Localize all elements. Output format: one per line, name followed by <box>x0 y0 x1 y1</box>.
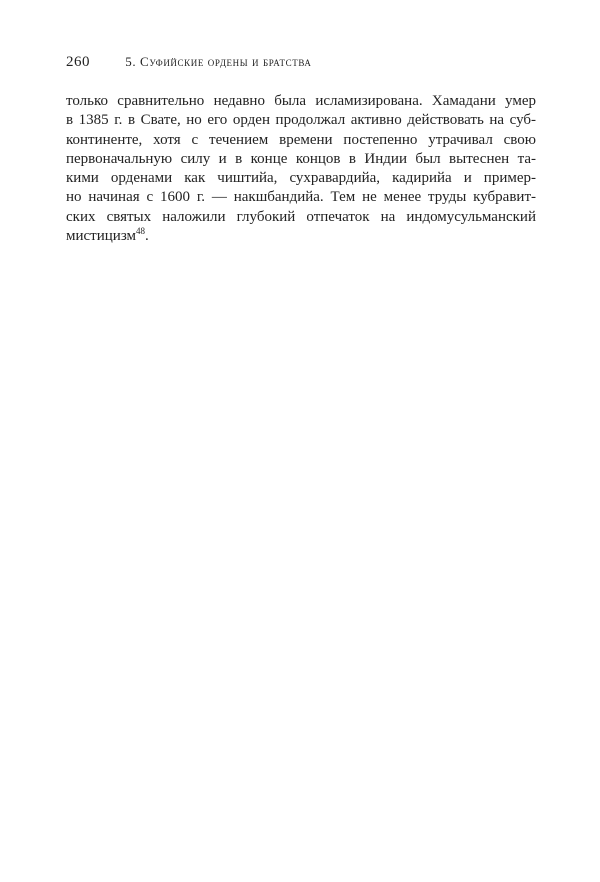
running-head <box>66 52 536 72</box>
text-line: кими орденами как чиштийа, сухравардийа, кадирийа и пример- <box>66 170 536 187</box>
text-line: только сравнительно недавно была исламизирована. Хамадани умер <box>66 93 536 109</box>
text-line: в 1385 г. в Свате, но его орден продолжал активно действовать на суб- <box>66 112 536 129</box>
chapter-title: 5. Суфийские ордены и братства <box>125 54 312 69</box>
footnote-reference[interactable]: 48 <box>136 226 146 237</box>
last-line-text: мистицизм <box>66 228 137 245</box>
text-line: ских святых наложили глубокий отпечаток на индомусульманский <box>66 208 536 225</box>
text-line: первоначальную силу и в конце концов в Индии был вытеснен та- <box>66 150 536 167</box>
text-line-last <box>66 227 536 246</box>
last-line-period: . <box>145 228 149 245</box>
page-number: 260 <box>66 54 90 70</box>
text-line: но начиная с 1600 г. — накшбандийа. Тем не менее труды кубравит- <box>66 189 536 206</box>
body-paragraph <box>66 92 536 246</box>
text-line: континенте, хотя с течением времени постепенно утрачивал свою <box>66 131 536 148</box>
